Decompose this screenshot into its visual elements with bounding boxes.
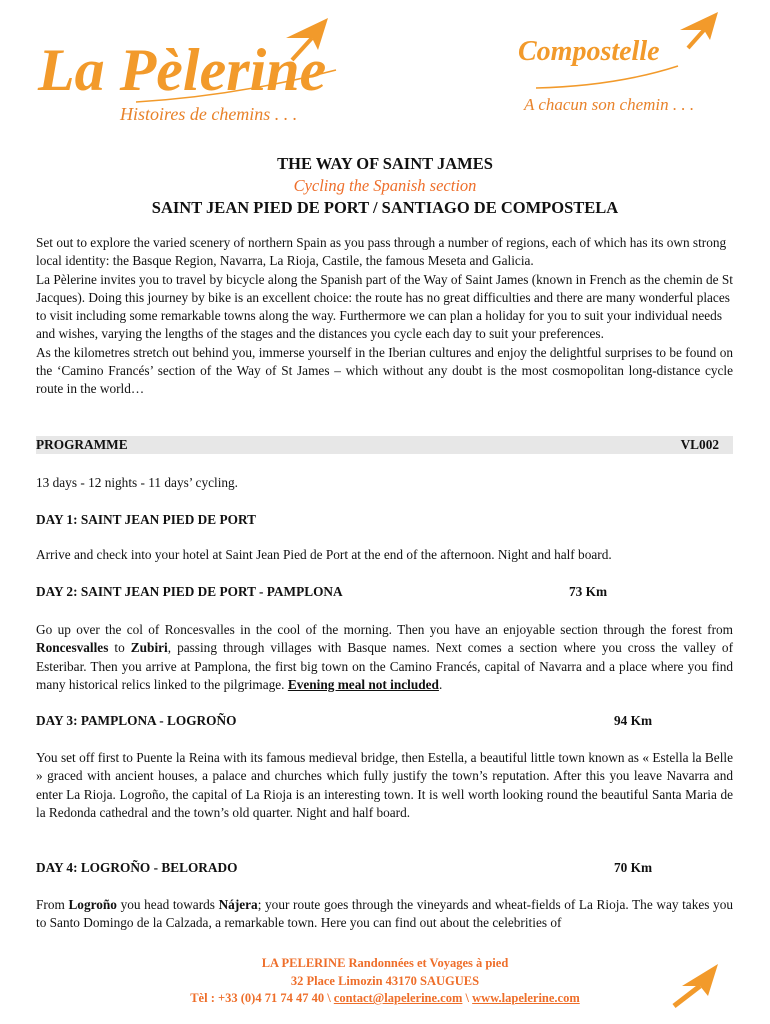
intro-paragraph-2: La Pèlerine invites you to travel by bicycle along the Spanish part of the Way of Saint James (known in French as the chemin de St Jacques). Doing this journey by bike is an excellent choice: the route has no great difficulties and there are many wonderful places to visit including some remarkable towns along the way. Furthermore we can plan a holiday for you to suit your individual needs and wishes, varying the lengths of the stages and the distances you cycle each day to suit your preferences. — [36, 271, 733, 342]
main-title: THE WAY OF SAINT JAMES — [277, 154, 493, 173]
footer — [0, 955, 770, 1008]
place-logrono: Logroño — [68, 897, 117, 912]
day3-heading — [36, 712, 733, 730]
svg-text:Histoires de chemins . . .: Histoires de chemins . . . — [120, 104, 298, 124]
place-zubiri: Zubiri — [130, 640, 168, 656]
route-title: SAINT JEAN PIED DE PORT / SANTIAGO DE COMPOSTELA — [151, 198, 619, 217]
svg-text:Compostelle: Compostelle — [518, 36, 660, 67]
day3-text: You set off first to Puente la Reina with its famous medieval bridge, then Estella, a beautiful little town known as « Estella la Belle » graced with ancient houses, a palace and churches which fully justify the town’s reputation. After this you leave Navarra and enter La Rioja. Logroño, the capital of La Rioja is an interesting town. It is well worth looking round the beautiful Santa Maria de la Redonda cathedral and the town’s old quarter. Night and half board. — [36, 750, 733, 820]
footer-arrow-icon — [668, 962, 720, 1008]
svg-text:A chacun son chemin . . .: A chacun son chemin . . . — [524, 95, 695, 114]
day4-text: From Logroño you head towards Nájera; your route goes through the vineyards and wheat-fields of La Rioja. The way takes you to Santo Domingo de la Calzada, a remarkable town. Here you can find out about the celebrities of — [36, 897, 733, 931]
la-pelerine-logo — [36, 10, 346, 132]
footer-contact: Tèl : +33 (0)4 71 74 47 40 \ contact@lapelerine.com \ www.lapelerine.com — [190, 991, 580, 1005]
footer-company: LA PELERINE Randonnées et Voyages à pied — [261, 956, 509, 970]
subtitle: Cycling the Spanish section — [293, 176, 477, 195]
day1-text: Arrive and check into your hotel at Saint Jean Pied de Port at the end of the afternoon. Night and half board. — [36, 547, 612, 562]
place-roncesvalles: Roncesvalles — [36, 640, 109, 656]
trip-summary: 13 days - 12 nights - 11 days’ cycling. — [36, 475, 239, 490]
intro-text — [36, 234, 733, 399]
day2-heading — [36, 583, 733, 601]
website-link[interactable]: www.lapelerine.com — [472, 991, 580, 1005]
day2-text: Go up over the col of Roncesvalles in the cool of the morning. Then you have an enjoyable section through the forest from Roncesvalles to Zubiri, passing through villages with Basque names. Next comes a section where you cross the valley of Esteribar. Then you arrive at Pamplona, the first big town on the Camino Francés, capital of Navarra and a place where you find many historical relics linked to the pilgrimage. Evening meal not included. — [36, 622, 733, 692]
day2-title: DAY 2: SAINT JEAN PIED DE PORT - PAMPLONA — [36, 584, 343, 599]
email-link[interactable]: contact@lapelerine.com — [333, 991, 463, 1005]
day1-heading — [36, 511, 733, 529]
intro-paragraph-1: Set out to explore the varied scenery of northern Spain as you pass through a number of regions, each of which has its own strong local identity: the Basque Region, Navarra, La Rioja, Castile, the famous Meseta and Galicia. — [36, 235, 727, 269]
day4-distance: 70 Km — [614, 860, 653, 875]
day1-title: DAY 1: SAINT JEAN PIED DE PORT — [36, 512, 256, 527]
programme-label: PROGRAMME — [36, 437, 128, 452]
footer-phone: Tèl : +33 (0)4 71 74 47 40 \ — [190, 991, 334, 1005]
programme-bar — [36, 436, 733, 454]
day3-title: DAY 3: PAMPLONA - LOGROÑO — [36, 713, 237, 728]
day4-heading — [36, 859, 733, 877]
svg-text:La Pèlerine: La Pèlerine — [38, 37, 327, 103]
meal-note: Evening meal not included — [287, 676, 439, 692]
header — [0, 0, 770, 140]
place-najera: Nájera — [218, 897, 258, 912]
day3-distance: 94 Km — [614, 713, 653, 728]
intro-paragraph-3: As the kilometres stretch out behind you, immerse yourself in the Iberian cultures and enjoy the delightful surprises to be found on the ‘Camino Francés’ section of the Way of St James – which without any doubt is the most cosmopolitan long-distance cycle route in the world… — [36, 344, 733, 397]
day2-distance: 73 Km — [569, 584, 608, 599]
footer-address: 32 Place Limozin 43170 SAUGUES — [290, 973, 480, 988]
compostelle-logo — [506, 8, 738, 118]
title-block — [0, 153, 770, 219]
day4-title: DAY 4: LOGROÑO - BELORADO — [36, 860, 238, 875]
programme-code: VL002 — [680, 437, 719, 452]
